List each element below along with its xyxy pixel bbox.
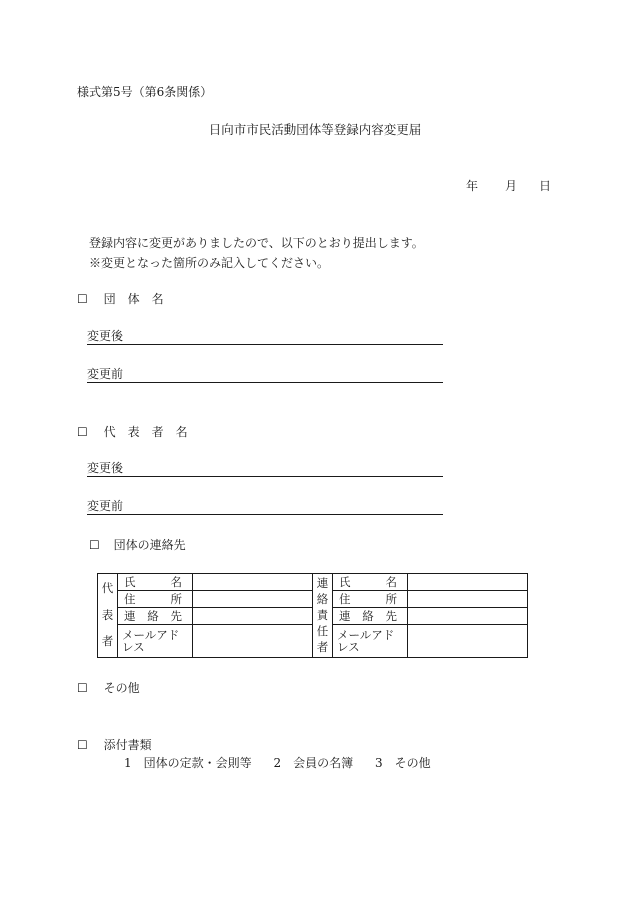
field-label: 変更前 (87, 367, 124, 381)
section-attachments-label: 添付書類 (103, 738, 152, 752)
checkbox-icon[interactable]: ☐ (77, 425, 88, 439)
rep-name-value-cell[interactable] (193, 574, 313, 591)
rep-contact-value-cell[interactable] (193, 608, 313, 625)
rep-name-before-field[interactable] (87, 500, 443, 515)
contact-person-group-label: 連 絡 責 任 者 (313, 574, 333, 658)
representative-group-label: 代 表 者 (98, 574, 118, 658)
section-contact (89, 539, 186, 551)
rep-contact-label: 連 絡 先 (118, 608, 193, 625)
section-group-name (77, 293, 164, 305)
attachment-item: 1 団体の定款・会則等 (124, 756, 252, 770)
field-label: 変更前 (87, 499, 124, 513)
rep-name-label: 氏 名 (118, 574, 193, 591)
page-title: 日向市市民活動団体等登録内容変更届 (208, 122, 422, 137)
section-representative-name (77, 426, 188, 438)
section-attachments (77, 739, 152, 751)
form-number: 様式第5号（第6条関係） (77, 85, 213, 99)
date-day-label: 日 (539, 179, 552, 193)
section-contact-label: 団体の連絡先 (113, 538, 186, 552)
intro-line-1: 登録内容に変更がありましたので、以下のとおり提出します。 (89, 236, 424, 250)
contact-person-name-label: 氏 名 (333, 574, 408, 591)
checkbox-icon[interactable]: ☐ (77, 292, 88, 306)
field-label: 変更後 (87, 329, 124, 343)
rep-email-label: メールアドレス (118, 625, 193, 658)
contact-person-name-value-cell[interactable] (408, 574, 528, 591)
attachment-item: 2 会員の名簿 (273, 756, 354, 770)
rep-name-after-field[interactable] (87, 462, 443, 477)
checkbox-icon[interactable]: ☐ (77, 681, 88, 695)
intro-line-2: ※変更となった箇所のみ記入してください。 (89, 256, 330, 270)
field-label: 変更後 (87, 461, 124, 475)
group-name-before-field[interactable] (87, 368, 443, 383)
contact-person-address-value-cell[interactable] (408, 591, 528, 608)
checkbox-icon[interactable]: ☐ (77, 738, 88, 752)
section-other (77, 682, 140, 694)
rep-address-value-cell[interactable] (193, 591, 313, 608)
section-representative-name-label: 代 表 者 名 (103, 425, 188, 439)
rep-email-value-cell[interactable] (193, 625, 313, 658)
group-name-after-field[interactable] (87, 330, 443, 345)
section-group-name-label: 団 体 名 (103, 292, 164, 306)
attachments-list (124, 757, 431, 769)
checkbox-icon[interactable]: ☐ (89, 538, 100, 552)
rep-address-label: 住 所 (118, 591, 193, 608)
contact-person-email-label: メールアドレス (333, 625, 408, 658)
attachment-item: 3 その他 (374, 756, 431, 770)
contact-table (97, 573, 528, 658)
contact-person-email-value-cell[interactable] (408, 625, 528, 658)
date-month-label: 月 (505, 179, 518, 193)
section-other-label: その他 (103, 681, 140, 695)
contact-person-address-label: 住 所 (333, 591, 408, 608)
date-year-label: 年 (466, 179, 479, 193)
contact-person-contact-label: 連 絡 先 (333, 608, 408, 625)
contact-person-contact-value-cell[interactable] (408, 608, 528, 625)
